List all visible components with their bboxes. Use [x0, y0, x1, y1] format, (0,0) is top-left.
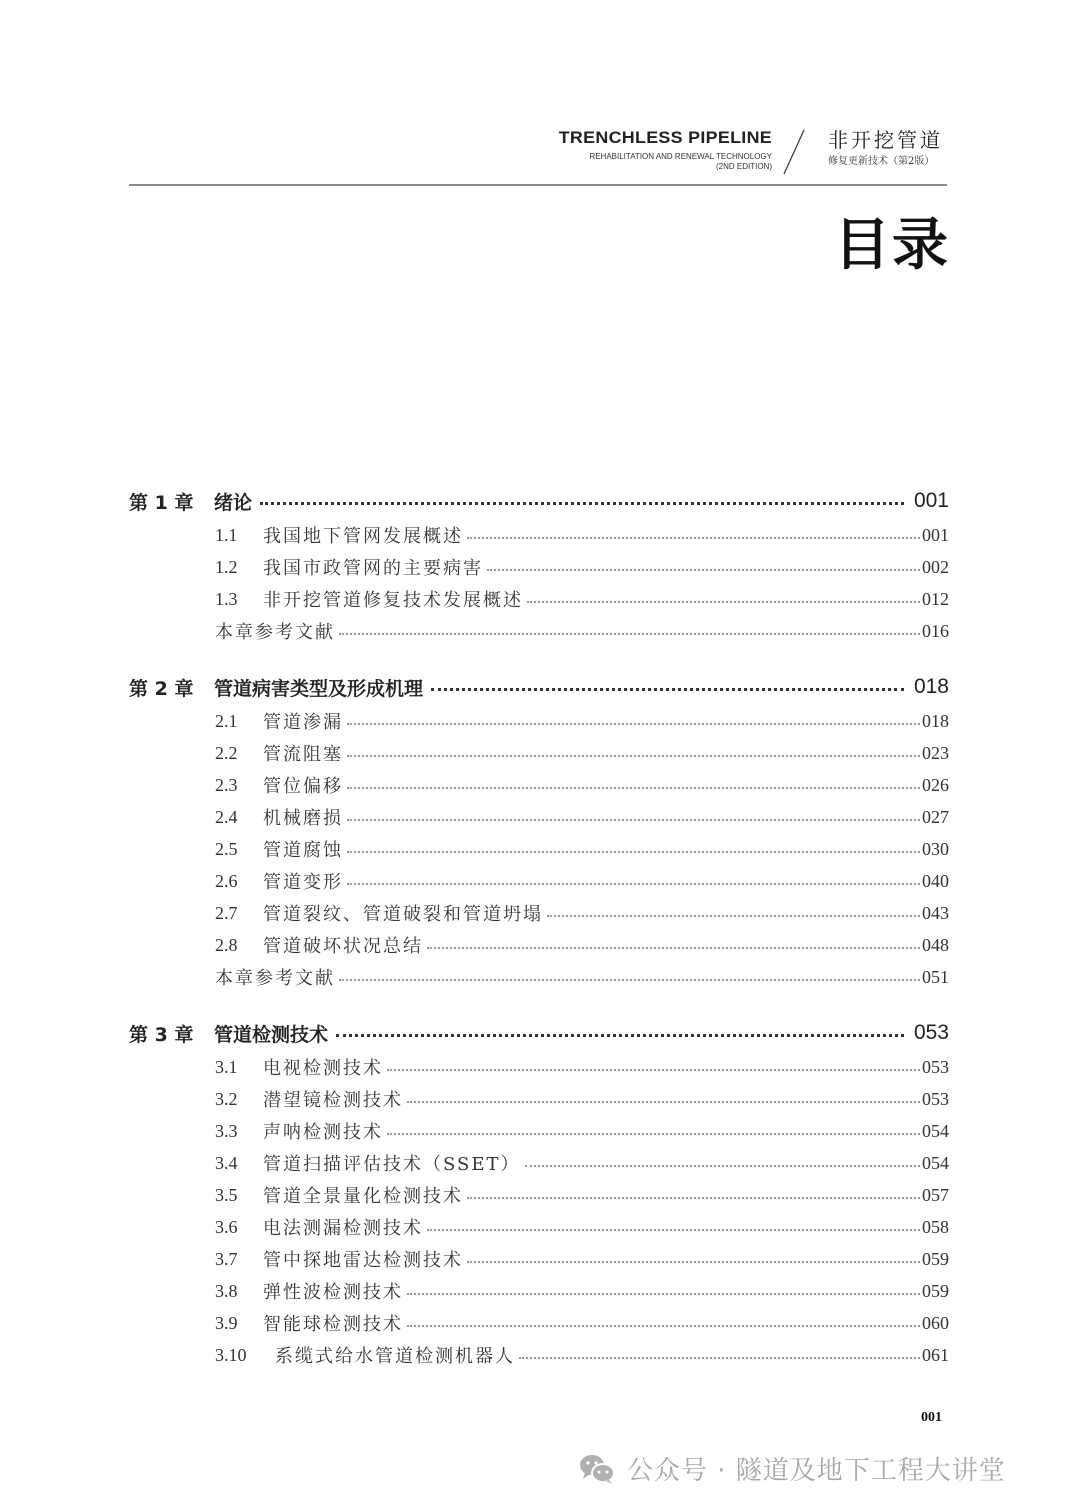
- toc-chapter[interactable]: [129, 1015, 949, 1051]
- section-number: 2.4: [215, 806, 238, 827]
- section-title: 管道变形: [263, 872, 343, 893]
- table-of-contents: [129, 483, 949, 1371]
- toc-section[interactable]: [129, 1339, 949, 1371]
- section-title: 管中探地雷达检测技术: [263, 1250, 463, 1271]
- wechat-icon: [577, 1453, 617, 1485]
- leader-dots: [467, 1261, 920, 1263]
- leader-dots: [336, 1034, 904, 1037]
- toc-section[interactable]: [129, 1275, 949, 1307]
- chapter-page: 001: [913, 489, 949, 512]
- section-number: 3.4: [215, 1152, 238, 1173]
- section-page: 023: [922, 742, 949, 763]
- leader-dots: [387, 1133, 920, 1135]
- toc-section[interactable]: [129, 1179, 949, 1211]
- section-title: 我国市政管网的主要病害: [263, 558, 483, 579]
- leader-dots: [387, 1069, 920, 1071]
- leader-dots: [347, 883, 920, 885]
- section-number: 3.9: [215, 1312, 238, 1333]
- section-page: 040: [922, 870, 949, 891]
- page-title: 目录: [834, 212, 950, 278]
- leader-dots: [347, 819, 920, 821]
- section-title: 声呐检测技术: [263, 1122, 383, 1143]
- section-page: 002: [922, 556, 949, 577]
- section-page: 051: [922, 966, 949, 987]
- chapter-page: 053: [913, 1021, 949, 1044]
- section-number: 3.5: [215, 1184, 238, 1205]
- section-title: 管道裂纹、管道破裂和管道坍塌: [263, 904, 543, 925]
- section-title: 机械磨损: [263, 808, 343, 829]
- leader-dots: [431, 688, 904, 691]
- toc-chapter[interactable]: [129, 669, 949, 705]
- section-page: 027: [922, 806, 949, 827]
- toc-section[interactable]: [129, 1211, 949, 1243]
- leader-dots: [347, 787, 920, 789]
- section-title: 管流阻塞: [263, 744, 343, 765]
- section-page: 057: [922, 1184, 949, 1205]
- section-page: 043: [922, 902, 949, 923]
- book-title-cn: 非开挖管道: [828, 128, 943, 152]
- toc-section[interactable]: [129, 705, 949, 737]
- section-title: 非开挖管道修复技术发展概述: [263, 590, 523, 611]
- leader-dots: [547, 915, 920, 917]
- book-subtitle-cn: 修复更新技术（第2版）: [828, 156, 935, 167]
- leader-dots: [519, 1357, 920, 1359]
- section-number: 1.3: [215, 588, 238, 609]
- section-page: 048: [922, 934, 949, 955]
- section-number: 3.3: [215, 1120, 238, 1141]
- chapter-title: 绪论: [214, 491, 253, 514]
- section-page: 012: [922, 588, 949, 609]
- section-page: 053: [922, 1056, 949, 1077]
- section-title: 潜望镜检测技术: [263, 1090, 403, 1111]
- toc-section[interactable]: [129, 833, 949, 865]
- section-page: 018: [922, 710, 949, 731]
- leader-dots: [467, 1197, 920, 1199]
- toc-section[interactable]: [129, 737, 949, 769]
- leader-dots: [347, 723, 920, 725]
- section-number: 2.3: [215, 774, 238, 795]
- section-number: 2.1: [215, 710, 238, 731]
- running-header-english: [540, 128, 772, 172]
- toc-section[interactable]: [129, 801, 949, 833]
- book-title-en: TRENCHLESS PIPELINE: [558, 128, 772, 147]
- toc-section[interactable]: [129, 897, 949, 929]
- running-header-chinese: [828, 128, 943, 169]
- chapter-number: 第 1 章: [129, 491, 194, 514]
- section-number: 3.6: [215, 1216, 238, 1237]
- leader-dots: [260, 502, 904, 505]
- leader-dots: [339, 979, 920, 981]
- section-title: 电法测漏检测技术: [263, 1218, 423, 1239]
- section-page: 053: [922, 1088, 949, 1109]
- leader-dots: [339, 633, 920, 635]
- leader-dots: [347, 851, 920, 853]
- section-page: 059: [922, 1248, 949, 1269]
- section-title: 管位偏移: [263, 776, 343, 797]
- toc-chapter[interactable]: [129, 483, 949, 519]
- section-title: 本章参考文献: [215, 968, 335, 989]
- toc-section[interactable]: [129, 1115, 949, 1147]
- section-title: 我国地下管网发展概述: [263, 526, 463, 547]
- section-page: 054: [922, 1152, 949, 1173]
- leader-dots: [467, 537, 920, 539]
- section-number: 2.2: [215, 742, 238, 763]
- section-number: 1.2: [215, 556, 238, 577]
- leader-dots: [407, 1325, 920, 1327]
- header-rule: [129, 184, 947, 186]
- leader-dots: [407, 1101, 920, 1103]
- section-page: 030: [922, 838, 949, 859]
- section-title: 弹性波检测技术: [263, 1282, 403, 1303]
- section-number: 1.1: [215, 524, 238, 545]
- section-number: 3.1: [215, 1056, 238, 1077]
- leader-dots: [427, 947, 920, 949]
- toc-section-references[interactable]: [129, 615, 949, 647]
- toc-section-references[interactable]: [129, 961, 949, 993]
- toc-section[interactable]: [129, 519, 949, 551]
- leader-dots: [527, 601, 920, 603]
- chapter-title: 管道病害类型及形成机理: [214, 677, 424, 700]
- section-page: 054: [922, 1120, 949, 1141]
- section-page: 059: [922, 1280, 949, 1301]
- section-number: 2.8: [215, 934, 238, 955]
- leader-dots: [487, 569, 920, 571]
- section-page: 016: [922, 620, 949, 641]
- toc-section[interactable]: [129, 929, 949, 961]
- toc-section[interactable]: [129, 769, 949, 801]
- section-number: 3.10: [215, 1344, 247, 1365]
- section-page: 061: [922, 1344, 949, 1365]
- section-title: 管道腐蚀: [263, 840, 343, 861]
- section-title: 系缆式给水管道检测机器人: [275, 1346, 515, 1367]
- section-number: 2.5: [215, 838, 238, 859]
- leader-dots: [407, 1293, 920, 1295]
- toc-section[interactable]: [129, 551, 949, 583]
- toc-section[interactable]: [129, 1147, 949, 1179]
- chapter-number: 第 2 章: [129, 677, 194, 700]
- section-page: 060: [922, 1312, 949, 1333]
- toc-section[interactable]: [129, 1051, 949, 1083]
- section-title: 管道扫描评估技术（SSET）: [263, 1154, 521, 1175]
- page-number: 001: [921, 1410, 942, 1425]
- slash-divider-icon: [782, 128, 806, 176]
- toc-section[interactable]: [129, 1307, 949, 1339]
- section-page: 001: [922, 524, 949, 545]
- section-title: 管道破坏状况总结: [263, 936, 423, 957]
- section-number: 3.7: [215, 1248, 238, 1269]
- chapter-page: 018: [913, 675, 949, 698]
- section-title: 管道全景量化检测技术: [263, 1186, 463, 1207]
- toc-section[interactable]: [129, 1083, 949, 1115]
- chapter-title: 管道检测技术: [214, 1023, 329, 1046]
- section-number: 2.6: [215, 870, 238, 891]
- section-number: 3.8: [215, 1280, 238, 1301]
- leader-dots: [347, 755, 920, 757]
- book-subtitle-en-line2: (2ND EDITION): [716, 162, 772, 171]
- leader-dots: [427, 1229, 920, 1231]
- watermark: [577, 1450, 1006, 1487]
- leader-dots: [525, 1165, 921, 1167]
- toc-section[interactable]: [129, 583, 949, 615]
- watermark-text: 公众号 · 隧道及地下工程大讲堂: [627, 1456, 1006, 1486]
- section-number: 3.2: [215, 1088, 238, 1109]
- section-page: 026: [922, 774, 949, 795]
- section-title: 管道渗漏: [263, 712, 343, 733]
- section-page: 058: [922, 1216, 949, 1237]
- section-title: 智能球检测技术: [263, 1314, 403, 1335]
- chapter-number: 第 3 章: [129, 1023, 194, 1046]
- toc-section[interactable]: [129, 1243, 949, 1275]
- section-number: 2.7: [215, 902, 238, 923]
- toc-section[interactable]: [129, 865, 949, 897]
- section-title: 本章参考文献: [215, 622, 335, 643]
- book-subtitle-en-line1: REHABILITATION AND RENEWAL TECHNOLOGY: [589, 152, 772, 161]
- section-title: 电视检测技术: [263, 1058, 383, 1079]
